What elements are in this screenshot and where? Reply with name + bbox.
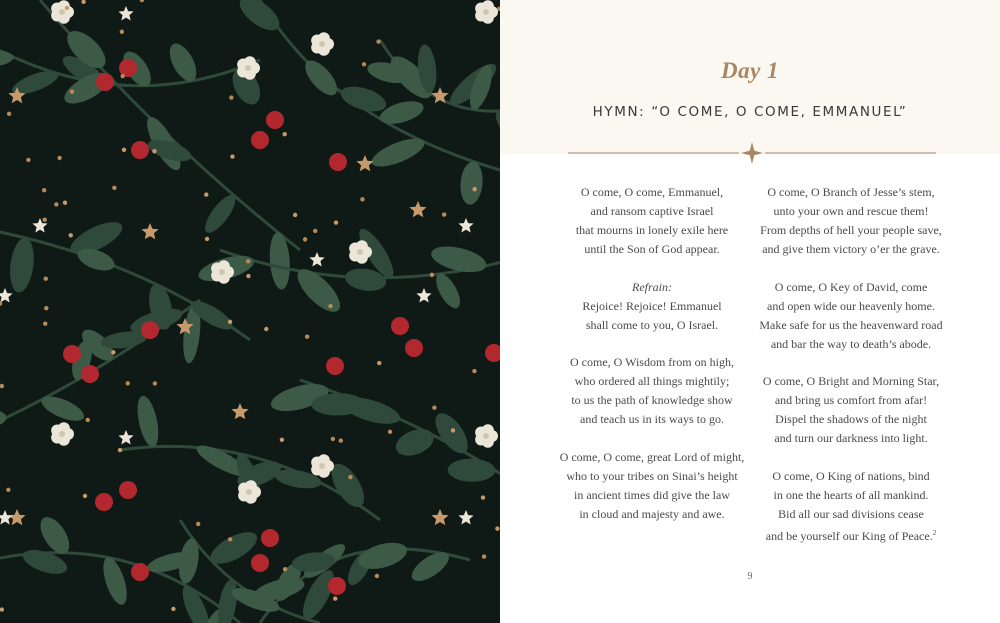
dot bbox=[44, 277, 48, 281]
verse-line: who ordered all things mightily; bbox=[574, 374, 730, 388]
stanza-left-2 bbox=[552, 353, 752, 429]
berry bbox=[141, 321, 159, 339]
star-icon bbox=[416, 288, 431, 303]
verse-line: O come, O come, great Lord of might, bbox=[559, 450, 745, 464]
dot bbox=[495, 526, 499, 530]
dot bbox=[111, 350, 115, 354]
berry bbox=[131, 141, 149, 159]
verse-line bbox=[751, 524, 951, 546]
dot bbox=[229, 95, 233, 99]
flower-center bbox=[483, 9, 489, 15]
flower-center bbox=[483, 433, 489, 439]
dot bbox=[65, 6, 69, 10]
verse-line: Rejoice! Rejoice! Emmanuel bbox=[582, 299, 722, 313]
verse-line: unto your own and rescue them! bbox=[773, 204, 929, 218]
dot bbox=[44, 306, 48, 310]
dot bbox=[63, 201, 67, 205]
star-icon bbox=[0, 510, 13, 525]
verse-line-text: and be yourself our King of Peace. bbox=[765, 529, 933, 543]
dot bbox=[472, 187, 476, 191]
verse-line: Dispel the shadows of the night bbox=[775, 412, 927, 426]
star-icon bbox=[458, 510, 473, 525]
berry bbox=[485, 344, 500, 362]
flower-center bbox=[245, 65, 251, 71]
dot bbox=[6, 488, 10, 492]
dot bbox=[26, 158, 30, 162]
verse-line: and bring us comfort from afar! bbox=[774, 393, 928, 407]
verse-line: From depths of hell your people save, bbox=[760, 223, 942, 237]
dot bbox=[122, 148, 126, 152]
verse-line: and ransom captive Israel bbox=[590, 204, 714, 218]
leaf bbox=[447, 458, 495, 482]
dot bbox=[442, 212, 446, 216]
dot bbox=[120, 30, 124, 34]
dot bbox=[152, 149, 156, 153]
flower-center bbox=[59, 431, 65, 437]
leaf bbox=[429, 408, 474, 459]
dot bbox=[0, 301, 2, 305]
star-divider bbox=[568, 142, 936, 164]
verse-line: O come, O King of nations, bind bbox=[772, 469, 930, 483]
verse-line: to us the path of knowledge show bbox=[571, 393, 733, 407]
flower-center bbox=[319, 41, 325, 47]
dot bbox=[432, 406, 436, 410]
dot bbox=[360, 197, 364, 201]
four-point-star-icon bbox=[741, 142, 763, 164]
star-icon bbox=[118, 6, 133, 21]
star-icon bbox=[431, 509, 448, 525]
dot bbox=[362, 62, 366, 66]
leaf bbox=[7, 236, 37, 293]
dot bbox=[339, 438, 343, 442]
leaf bbox=[392, 424, 438, 461]
leaf bbox=[0, 49, 14, 69]
leaf bbox=[0, 408, 7, 428]
verse-line: who to your tribes on Sinai’s height bbox=[566, 469, 738, 483]
dot bbox=[196, 522, 200, 526]
dot bbox=[348, 475, 352, 479]
verse-line: in one the hearts of all mankind. bbox=[773, 488, 929, 502]
dot bbox=[204, 192, 208, 196]
berry bbox=[251, 131, 269, 149]
refrain-label: Refrain: bbox=[632, 280, 672, 294]
berry bbox=[405, 339, 423, 357]
stanza-right-1 bbox=[751, 183, 951, 259]
footnote-marker: 2 bbox=[932, 529, 937, 537]
dot bbox=[42, 217, 46, 221]
stanza-right-4 bbox=[751, 467, 951, 546]
day-title: Day 1 bbox=[720, 58, 780, 83]
berry bbox=[391, 317, 409, 335]
star-icon bbox=[356, 155, 373, 171]
verse-line: and teach us in its ways to go. bbox=[580, 412, 724, 426]
berry bbox=[326, 357, 344, 375]
dot bbox=[7, 112, 11, 116]
dot bbox=[205, 237, 209, 241]
berry bbox=[119, 481, 137, 499]
dot bbox=[280, 438, 284, 442]
dot bbox=[430, 273, 434, 277]
star-icon bbox=[231, 403, 248, 419]
star-icon bbox=[118, 430, 133, 445]
dot bbox=[43, 322, 47, 326]
dot bbox=[451, 428, 455, 432]
dot bbox=[42, 188, 46, 192]
dot bbox=[0, 384, 4, 388]
dot bbox=[54, 202, 58, 206]
dot bbox=[69, 233, 73, 237]
star-icon bbox=[458, 218, 473, 233]
berry bbox=[96, 73, 114, 91]
verse-line: that mourns in lonely exile here bbox=[575, 223, 729, 237]
dot bbox=[83, 494, 87, 498]
verse-line: and turn our darkness into light. bbox=[774, 431, 928, 445]
leaf bbox=[291, 263, 347, 319]
dot bbox=[293, 213, 297, 217]
dot bbox=[472, 369, 476, 373]
verse-line: O come, O Wisdom from on high, bbox=[570, 355, 734, 369]
dot bbox=[171, 607, 175, 611]
dot bbox=[264, 327, 268, 331]
flower-center bbox=[319, 463, 325, 469]
verse-line: in cloud and majesty and awe. bbox=[579, 507, 725, 521]
dot bbox=[57, 156, 61, 160]
verse-line: until the Son of God appear. bbox=[584, 242, 720, 256]
dot bbox=[118, 448, 122, 452]
stanza-left-1 bbox=[552, 183, 752, 259]
berry bbox=[63, 345, 81, 363]
verse-line: Make safe for us the heavenward road bbox=[759, 318, 943, 332]
dot bbox=[331, 437, 335, 441]
dot bbox=[246, 259, 250, 263]
flower-center bbox=[219, 269, 225, 275]
dot bbox=[81, 0, 85, 4]
berry bbox=[131, 563, 149, 581]
leaf bbox=[177, 582, 215, 623]
leaf bbox=[134, 394, 162, 449]
dot bbox=[328, 304, 332, 308]
dot bbox=[305, 334, 309, 338]
berry bbox=[251, 554, 269, 572]
berry bbox=[261, 529, 279, 547]
dot bbox=[375, 574, 379, 578]
leaf bbox=[431, 270, 465, 312]
leaf bbox=[338, 82, 389, 116]
verse-line: shall come to you, O Israel. bbox=[585, 318, 719, 332]
leaf bbox=[459, 161, 485, 206]
star-icon bbox=[309, 252, 324, 267]
berry bbox=[328, 577, 346, 595]
dot bbox=[313, 229, 317, 233]
verse-line: in ancient times did give the law bbox=[574, 488, 730, 502]
dot bbox=[0, 607, 4, 611]
verse-line: O come, O come, Emmanuel, bbox=[580, 185, 724, 199]
dot bbox=[333, 596, 337, 600]
star-icon bbox=[409, 201, 426, 217]
verse-line: Bid all our sad divisions cease bbox=[778, 507, 924, 521]
page-number: 9 bbox=[747, 571, 753, 582]
stanza-right-2 bbox=[751, 278, 951, 354]
berry bbox=[266, 111, 284, 129]
dot bbox=[112, 186, 116, 190]
stanza-left-3 bbox=[552, 448, 752, 524]
berry bbox=[329, 153, 347, 171]
dot bbox=[120, 74, 124, 78]
star-icon bbox=[0, 288, 13, 303]
dot bbox=[86, 418, 90, 422]
hymn-page bbox=[500, 0, 1000, 623]
refrain bbox=[552, 278, 752, 335]
dot bbox=[70, 89, 74, 93]
dot bbox=[228, 537, 232, 541]
dot bbox=[388, 430, 392, 434]
dot bbox=[228, 320, 232, 324]
dot bbox=[230, 154, 234, 158]
verse-line: O come, O Bright and Morning Star, bbox=[762, 374, 940, 388]
berry bbox=[81, 365, 99, 383]
flower-center bbox=[59, 9, 65, 15]
dot bbox=[153, 381, 157, 385]
leaf bbox=[234, 0, 285, 37]
verse-line: and open wide our heavenly home. bbox=[767, 299, 935, 313]
star-icon bbox=[8, 509, 25, 525]
stanza-right-3 bbox=[751, 372, 951, 448]
dot bbox=[377, 361, 381, 365]
dot bbox=[140, 0, 144, 2]
dot bbox=[303, 237, 307, 241]
dot bbox=[481, 495, 485, 499]
verse-line: and give them victory o’er the grave. bbox=[762, 242, 940, 256]
dot bbox=[334, 220, 338, 224]
dot bbox=[283, 132, 287, 136]
flower-center bbox=[357, 249, 363, 255]
dot bbox=[376, 39, 380, 43]
verse-line: O come, O Branch of Jesse’s stem, bbox=[767, 185, 935, 199]
verse-line: and bar the way to death’s abode. bbox=[770, 337, 932, 351]
berry bbox=[95, 493, 113, 511]
dot bbox=[126, 381, 130, 385]
hymn-title: HYMN: “O COME, O COME, EMMANUEL” bbox=[592, 104, 908, 120]
flower-center bbox=[246, 489, 252, 495]
verse-line: O come, O Key of David, come bbox=[774, 280, 928, 294]
dot bbox=[482, 554, 486, 558]
dot bbox=[283, 567, 287, 571]
dot bbox=[246, 274, 250, 278]
leaf bbox=[200, 191, 241, 238]
star-icon bbox=[141, 223, 158, 239]
